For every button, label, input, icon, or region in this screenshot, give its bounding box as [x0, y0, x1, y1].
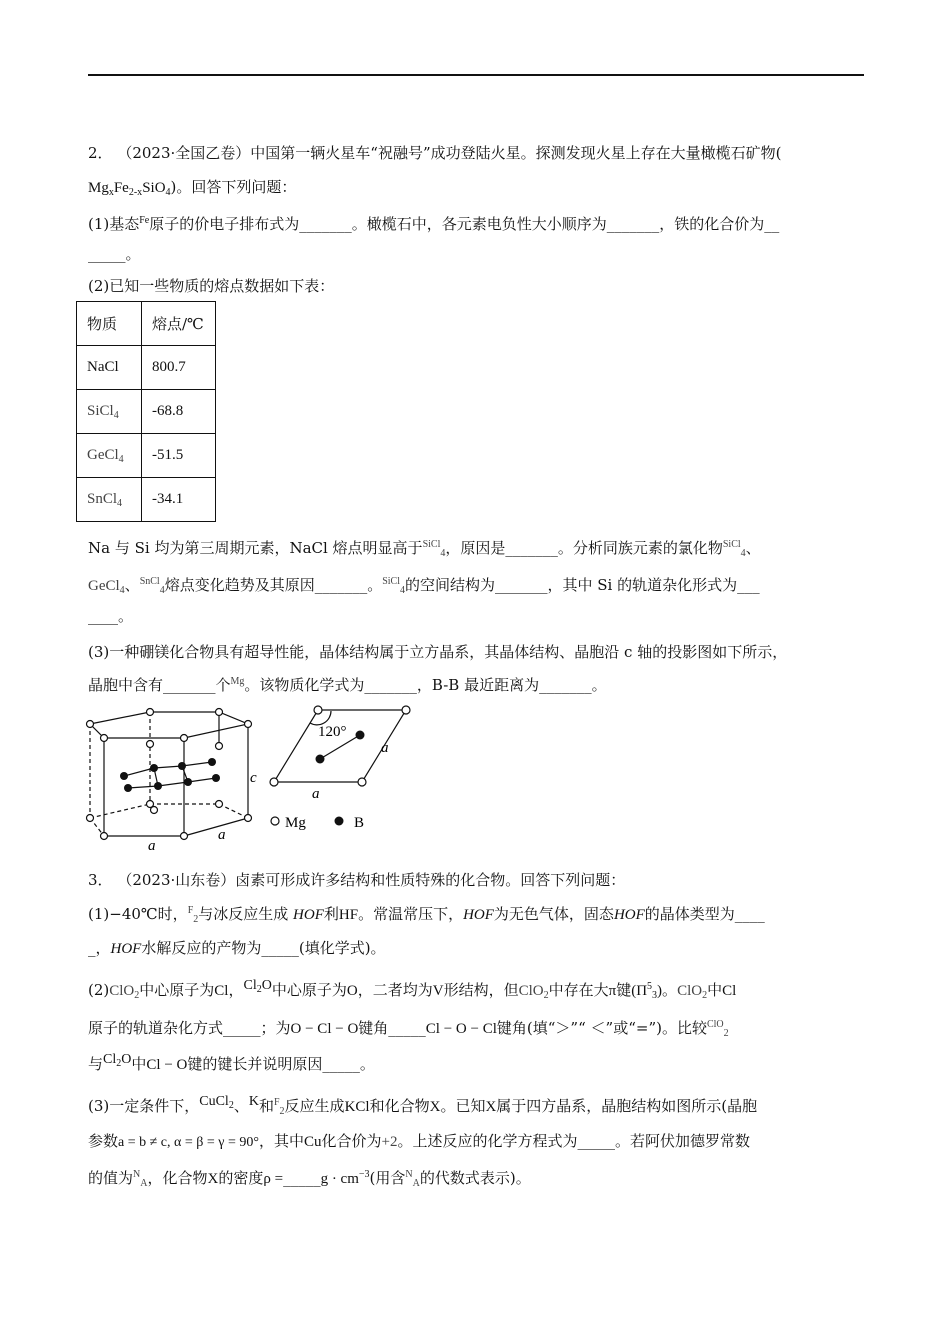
q3-line-1: 3． （2023·山东卷）卤素可形成许多结构和性质特殊的化合物。回答下列问题： [88, 871, 626, 889]
table-row: SnCl$_4$ -34.1 [77, 478, 216, 522]
q2-source: （2023·全国乙卷） [117, 144, 251, 162]
table-header-row [77, 302, 216, 346]
figure-label-a-right: a [218, 827, 226, 843]
legend-b-label: B [354, 815, 365, 831]
q3-source: （2023·山东卷） [117, 871, 236, 889]
q2-intro: 中国第一辆火星车“祝融号”成功登陆火星。探测发现火星上存在大量橄榄石矿物( [250, 144, 782, 162]
q3-p1-line-2: _，HOF水解反应的产物为_____(填化学式)。 [88, 939, 386, 957]
q3-p2-line-1: (2)ClO$_2$中心原子为Cl，$^{Cl_2O}$中心原子为O，二者均为V形结构，但ClO$_2$中存在大π键$(\Pi^5_3)$。ClO$_2$中Cl [88, 978, 737, 1001]
table-header-substance: 物质 [77, 302, 142, 346]
q2-p1-line-2: _____。 [88, 245, 141, 263]
q2-p2-intro: (2)已知一些物质的熔点数据如下表： [88, 277, 335, 295]
melting-point-table [76, 301, 216, 522]
table-row: GeCl$_4$ -51.5 [77, 434, 216, 478]
legend-mg-icon [271, 817, 279, 825]
table-row: SiCl$_4$ -68.8 [77, 390, 216, 434]
q2-p2-line-3: ____。 [88, 607, 134, 625]
q3-p1-line-1: (1)−40℃时，$^F_2$与冰反应生成 HOF利HF。常温常压下，HOF为无色气体，固态HOF的晶体类型为____ [88, 905, 765, 925]
figure-label-a-bottom: a [148, 838, 156, 852]
q3-p3-line-2: 参数a = b ≠ c, α = β = γ = 90°，其中Cu化合价为+2。上述反应的化学方程式为_____。若阿伏加德罗常数 [88, 1132, 750, 1150]
legend-mg-label: Mg [285, 815, 306, 831]
projection-label-a-right: a [381, 740, 389, 756]
legend-b-icon [335, 817, 344, 826]
q2-intro-end: )。回答下列问题： [170, 178, 297, 196]
table-header-melting-point: 熔点/℃ [142, 302, 216, 346]
q2-p3-line-2: 晶胞中含有_______个$^{Mg}$。该物质化学式为_______，B-B 最近距离为_______。 [88, 676, 607, 694]
q2-p2-line-1: Na 与 Si 均为第三周期元素，NaCl 熔点明显高于$^{SiCl}_4$，原因是_______。分析同族元素的氯化物$^{SiCl}_4$、 [88, 539, 761, 559]
q2-line-2 [88, 177, 296, 198]
q3-p2-line-2: 原子的轨道杂化方式_____；为O − Cl − O键角_____Cl − O − Cl键角(填“＞”“ ＜”或“=”)。比较$^{ClO}_2$ [88, 1019, 729, 1039]
figure-label-c: c [250, 770, 257, 786]
fe-symbol: Fe [139, 215, 150, 226]
crystal-structure-figure [84, 706, 270, 852]
angle-label: 120° [318, 724, 347, 740]
projection-label-a-bottom: a [312, 786, 320, 802]
olivine-formula: $Mg_xFe_{2-x}SiO_4$ [88, 180, 171, 198]
header-rule [88, 74, 864, 76]
q2-p2-line-2: GeCl$_4$、$^{SnCl}_4$熔点变化趋势及其原因_______。$^{SiCl}_4$的空间结构为_______，其中 Si 的轨道杂化形式为___ [88, 576, 760, 596]
q2-line-1 [88, 143, 781, 163]
q3-number: 3． [88, 871, 113, 889]
q2-number: 2． [88, 144, 113, 162]
projection-figure [268, 700, 418, 836]
q2-p3-line-1: (3)一种硼镁化合物具有超导性能，晶体结构属于立方晶系，其晶体结构、晶胞沿 c 轴的投影图如下所示， [88, 643, 788, 661]
q3-p3-line-1: (3)一定条件下，$^{CuCl_2}$、$^K$和$^F_2$反应生成KCl和化合物X。已知X属于四方晶系，晶胞结构如图所示(晶胞 [88, 1094, 758, 1117]
q2-p1-line-1: (1)基态$^{Fe}$原子的价电子排布式为_______。橄榄石中，各元素电负性大小顺序为_______，铁的化合价为__ [88, 215, 780, 233]
table-row: NaCl 800.7 [77, 346, 216, 390]
q3-p2-line-3: 与$^{Cl_2O}$中Cl − O键的键长并说明原因_____。 [88, 1052, 375, 1073]
q3-p3-line-3: 的值为$^N_A$，化合物X的密度ρ =_____g · $cm^{-3}$(用含$^N_A$的代数式表示)。 [88, 1169, 531, 1189]
